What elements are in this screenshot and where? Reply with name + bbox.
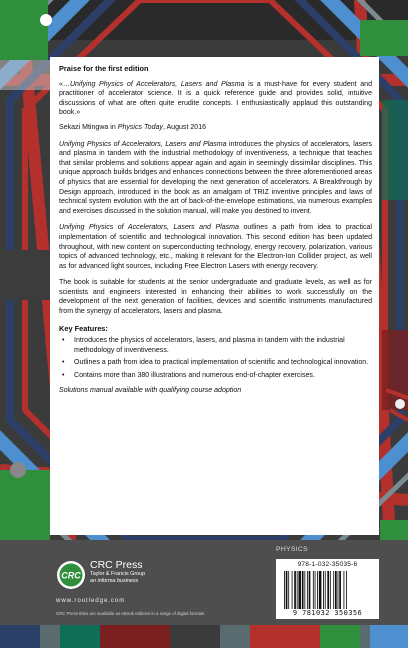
logo-text: CRC: [61, 570, 81, 581]
barcode-bar: [335, 571, 337, 609]
ebook-note: CRC Press titles are available as eBook editions in a range of digital formats: [56, 611, 205, 616]
publisher-business: an informa business: [90, 578, 139, 584]
barcode-bar: [304, 571, 305, 609]
feature-text: Outlines a path from idea to practical implementation of scientific and technological innovation.: [74, 359, 369, 367]
bullet-icon: •: [62, 337, 65, 345]
solutions-manual-note: [59, 386, 372, 396]
praise-heading: Praise for the first edition: [59, 64, 149, 73]
isbn-barcode: [276, 559, 379, 619]
barcode-bar: [319, 571, 322, 609]
crc-logo-icon: [56, 560, 86, 590]
barcode-bar: [323, 571, 324, 609]
attribution-date: , August 2016: [162, 123, 207, 131]
category-label: PHYSICS: [276, 546, 308, 553]
barcode-bar: [298, 571, 301, 609]
footnote-text: Solutions manual available with qualifying course adoption: [59, 386, 242, 394]
website-link[interactable]: www.routledge.com: [56, 597, 126, 604]
barcode-bar: [327, 571, 329, 609]
barcode-bar: [302, 571, 304, 609]
publisher-group: Taylor & Francis Group: [90, 571, 146, 577]
barcode-graphic: [284, 571, 372, 609]
barcode-bar: [317, 571, 318, 609]
barcode-bar: [339, 571, 341, 609]
barcode-bar: [333, 571, 334, 609]
feature-text: Introduces the physics of accelerators, lasers, and plasma in tandem with the industrial methodology of inventiveness.: [74, 337, 345, 354]
publisher-name: CRC Press: [90, 559, 143, 571]
barcode-bar: [288, 571, 289, 609]
barcode-bar: [313, 571, 314, 609]
barcode-bar: [338, 571, 339, 609]
barcode-bar: [297, 571, 298, 609]
attribution-source: Physics Today: [117, 123, 163, 131]
quote-book-title: Unifying Physics of Accelerators, Lasers and Plasma: [69, 80, 245, 88]
list-item: [59, 336, 372, 355]
publisher-strip: [0, 540, 408, 625]
feature-text: Contains more than 380 illustrations and numerous end-of-chapter exercises.: [74, 372, 315, 380]
isbn-top-text: 978-1-032-35035-6: [297, 561, 358, 568]
barcode-bar: [315, 571, 316, 609]
attribution-name: Sekazi Mtingwa in: [59, 123, 118, 131]
description-paragraph-1: [59, 140, 372, 217]
barcode-bar: [284, 571, 285, 609]
para1-book-title: Unifying Physics of Accelerators, Lasers and Plasma: [59, 140, 227, 148]
barcode-bar: [294, 571, 296, 609]
para2-text: outlines a path from idea to practical implementation of scientific and technological innovation. This second edition has been updated throughout, with new content on superconducting technology, energy recovery, polarization, various topics of advanced technology, etc., making it relevant for the Electron-Ion Collider project, as well as for advanced light sources, including Free Electron Lasers with energy recovery.: [59, 224, 372, 270]
barcode-bar: [325, 571, 326, 609]
description-paragraph-3: The book is suitable for students at the senior undergraduate and graduate levels, as well as for scientists and engineers interested in enhancing their abilities to work successfully on the development of the next generation of facilities, devices and scientific instruments manufactured from the synergy of accelerators, lasers and plasma.: [59, 279, 372, 316]
bullet-icon: •: [62, 372, 65, 380]
barcode-bar: [307, 571, 308, 609]
barcode-bar: [346, 571, 347, 609]
key-features-list: [59, 336, 372, 380]
barcode-bar: [344, 571, 345, 609]
publisher-name-block: [90, 560, 145, 585]
list-item: [59, 371, 372, 381]
list-item: [59, 358, 372, 368]
quote-text: is a must-have for every student and practitioner of accelerator science. It is a quick reference guide and provides solid, intuitive discussions of what are often quite erudite concepts. I enthusiastically applaud this outstanding book.»: [59, 80, 372, 117]
back-cover-text-panel: [50, 57, 379, 535]
praise-attribution: [59, 123, 372, 133]
barcode-bar: [292, 571, 293, 609]
bullet-icon: •: [62, 359, 65, 367]
para1-text: introduces the physics of accelerators, lasers and plasma in tandem with the industrial methodology of inventiveness, a technique that teaches that similar problems and solutions appear again and again in seemingly dissimilar disciplines. This unique approach builds bridges and enhances connections between the three aforementioned areas of physics that are essential for developing the next generation of accelerators. A Breakthrough by Design approach, introduced in the book as an amalgam of TRIZ inventive principles and laws of technical system evolution with the art of back-of-the-envelope estimations, via numerous examples and exercises discussed in the solution manual, will make you destined to invent.: [59, 140, 372, 215]
key-features-heading: Key Features:: [59, 323, 108, 333]
barcode-bar: [286, 571, 288, 609]
barcode-bar: [309, 571, 311, 609]
barcode-bar: [330, 571, 331, 609]
description-paragraph-2: [59, 223, 372, 271]
isbn-bottom-text: 9 781032 350356: [292, 609, 363, 617]
quote-mark: «…: [59, 80, 70, 88]
praise-quote: [59, 80, 372, 118]
para2-book-title: Unifying Physics of Accelerators, Lasers and Plasma: [59, 224, 239, 232]
bottom-color-stripe: [0, 625, 408, 648]
